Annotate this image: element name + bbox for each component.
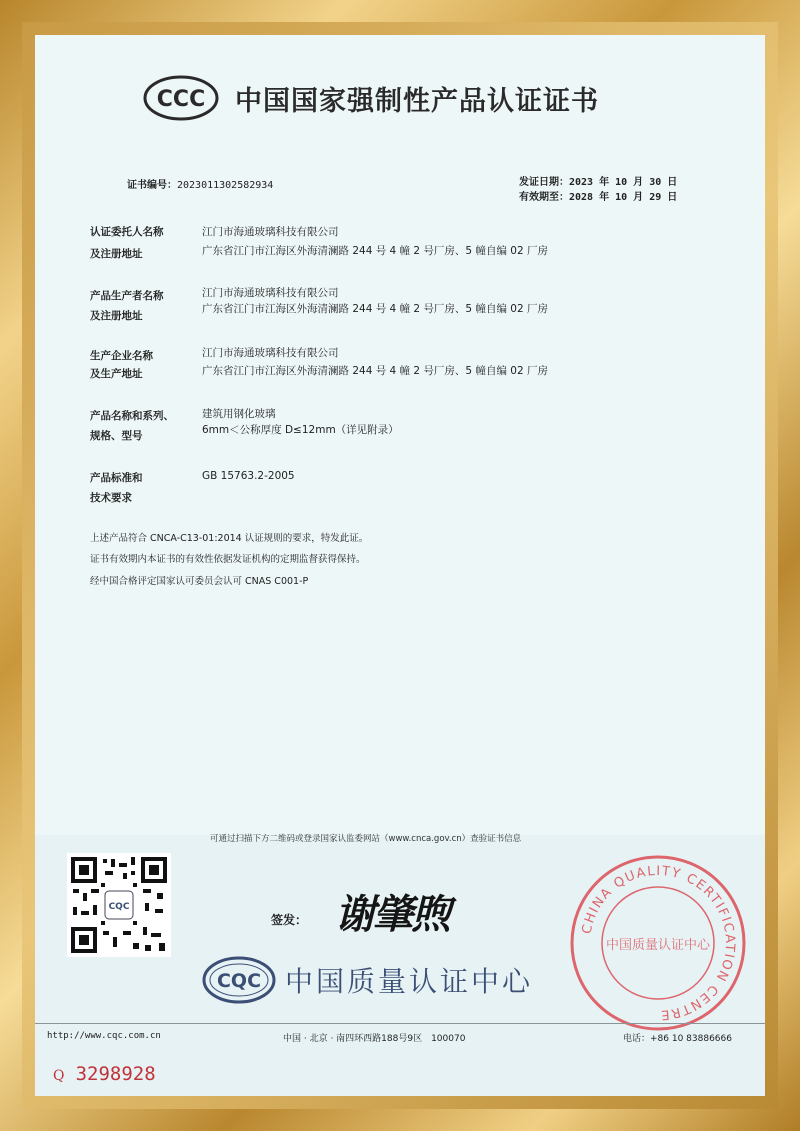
signature-name: 谢肇煦 bbox=[335, 891, 449, 938]
field-value: 江门市海通玻璃科技有限公司 bbox=[202, 347, 339, 359]
cqc-logo-text: CQC bbox=[216, 970, 262, 992]
expiry-date: 2028 年 10 月 29 日 bbox=[569, 192, 678, 203]
issue-date-row bbox=[519, 173, 677, 188]
field-value: 6mm＜公称厚度 D≤12mm（详见附录） bbox=[202, 424, 399, 436]
seal-inner-text: 中国质量认证中心 bbox=[605, 938, 711, 953]
ccc-logo bbox=[143, 75, 219, 121]
field-label: 及生产地址 bbox=[90, 368, 143, 380]
ccc-logo-text: CCC bbox=[156, 87, 206, 112]
signature-label: 签发： bbox=[271, 913, 308, 927]
serial-number bbox=[53, 1063, 156, 1085]
field-label: 产品名称和系列、 bbox=[90, 410, 174, 422]
footer-address: 中国 · 北京 · 南四环西路188号9区 100070 bbox=[283, 1034, 466, 1044]
field-value: 广东省江门市江海区外海清澜路 244 号 4 幢 2 号厂房、5 幢自编 02 厂房 bbox=[202, 365, 548, 377]
footer-divider bbox=[35, 1023, 765, 1024]
field-value: 江门市海通玻璃科技有限公司 bbox=[202, 226, 339, 238]
certificate-title: 中国国家强制性产品认证证书 bbox=[235, 86, 599, 117]
field-value: 建筑用钢化玻璃 bbox=[202, 408, 276, 420]
field-value: 广东省江门市江海区外海清澜路 244 号 4 幢 2 号厂房、5 幢自编 02 厂房 bbox=[202, 245, 548, 257]
cert-number-row bbox=[127, 176, 273, 191]
issue-date-label: 发证日期： bbox=[519, 177, 569, 188]
field-label: 及注册地址 bbox=[90, 310, 143, 322]
field-label: 技术要求 bbox=[90, 492, 132, 504]
field-value: 江门市海通玻璃科技有限公司 bbox=[202, 287, 339, 299]
cert-number: 2023011302582934 bbox=[177, 180, 274, 191]
cqc-logo bbox=[201, 955, 277, 1005]
paper-upper-area bbox=[35, 35, 765, 835]
expiry-date-label: 有效期至： bbox=[519, 192, 569, 203]
footer-phone: 电话：+86 10 83886666 bbox=[623, 1034, 732, 1044]
official-seal bbox=[568, 853, 748, 1033]
footer-website: http://www.cqc.com.cn bbox=[47, 1031, 161, 1041]
verify-instructions: 可通过扫描下方二维码或登录国家认监委网站（www.cnca.gov.cn）查验证书信息 bbox=[210, 834, 522, 844]
field-label: 及注册地址 bbox=[90, 248, 143, 260]
field-label: 产品生产者名称 bbox=[90, 290, 164, 302]
field-label: 产品标准和 bbox=[90, 472, 143, 484]
note-line: 证书有效期内本证书的有效性依据发证机构的定期监督获得保持。 bbox=[90, 554, 366, 565]
serial-prefix: Q bbox=[53, 1068, 65, 1084]
note-line: 上述产品符合 CNCA-C13-01:2014 认证规则的要求，特发此证。 bbox=[90, 533, 369, 544]
issuer-name: 中国质量认证中心 bbox=[285, 965, 534, 998]
cert-number-label: 证书编号： bbox=[127, 180, 177, 191]
seal-ring-text: CHINA QUALITY CERTIFICATION CENTRE bbox=[579, 863, 738, 1023]
qr-code[interactable] bbox=[67, 853, 171, 957]
field-value: 广东省江门市江海区外海清澜路 244 号 4 幢 2 号厂房、5 幢自编 02 厂房 bbox=[202, 303, 548, 315]
field-label: 规格、型号 bbox=[90, 430, 143, 442]
note-line: 经中国合格评定国家认可委员会认可 CNAS C001-P bbox=[90, 576, 309, 587]
issue-date: 2023 年 10 月 30 日 bbox=[569, 177, 678, 188]
field-label: 生产企业名称 bbox=[90, 350, 153, 362]
field-value: GB 15763.2-2005 bbox=[202, 470, 295, 482]
expiry-date-row bbox=[519, 188, 677, 203]
serial-digits: 3298928 bbox=[75, 1063, 156, 1085]
field-label: 认证委托人名称 bbox=[90, 226, 164, 238]
certificate-paper bbox=[35, 35, 765, 1096]
qr-center-logo-text: CQC bbox=[108, 902, 130, 912]
